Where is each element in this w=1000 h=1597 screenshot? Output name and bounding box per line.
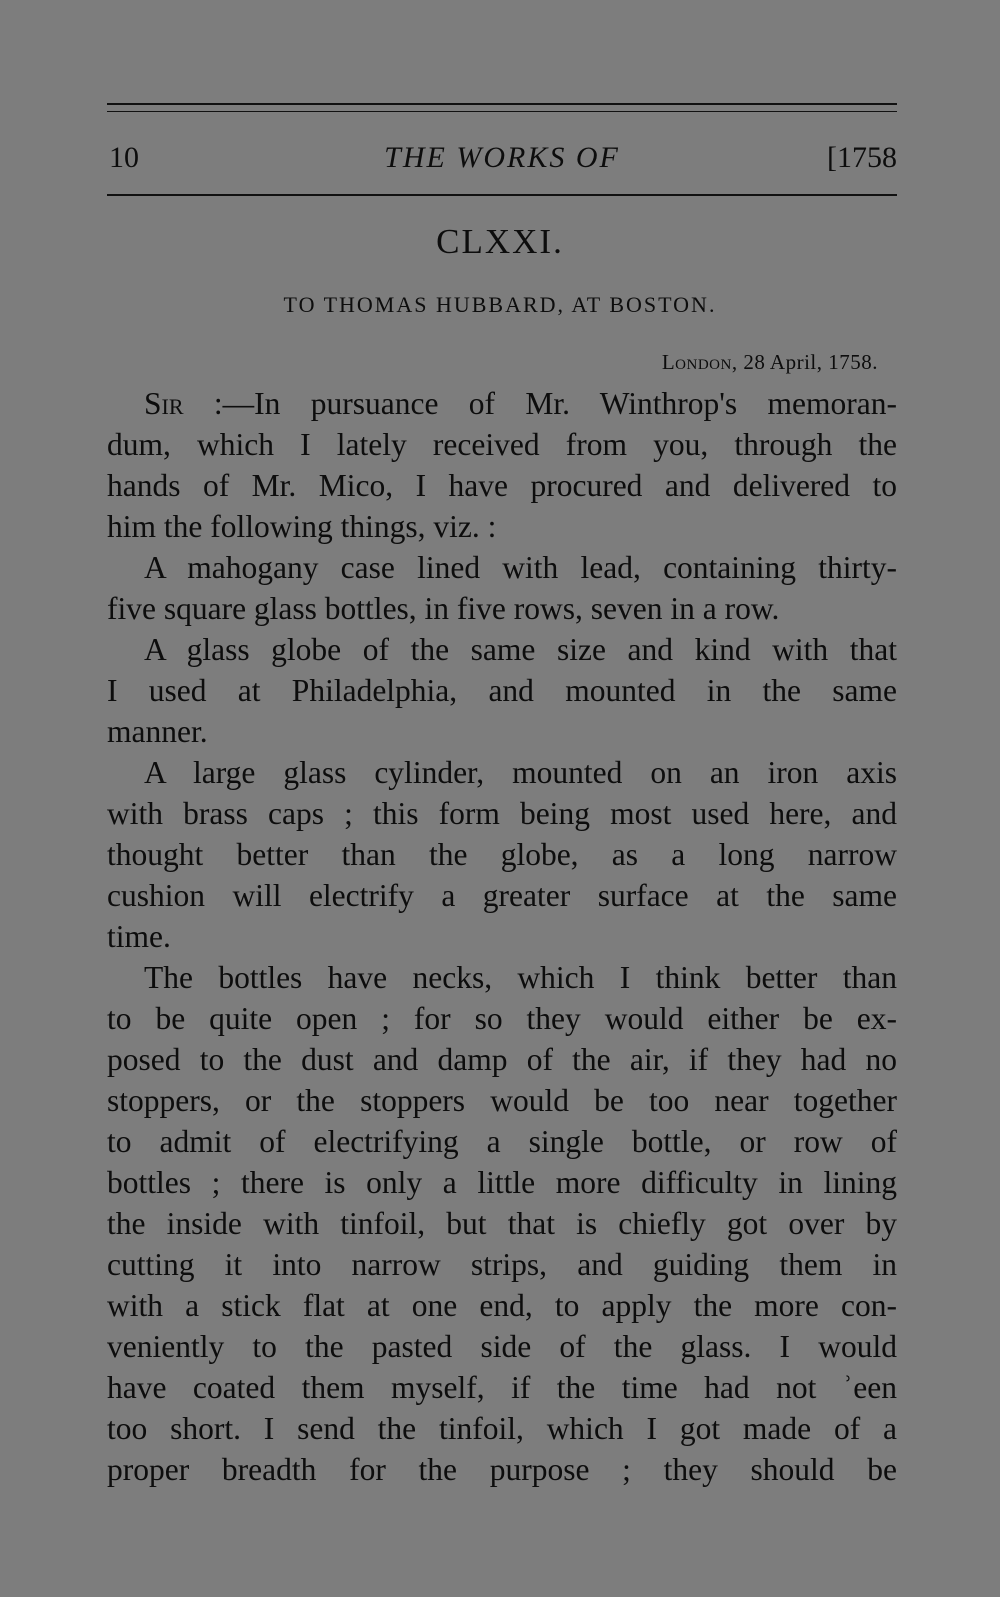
letter-address: TO THOMAS HUBBARD, AT BOSTON.: [283, 292, 717, 317]
text-line: stoppers, or the stoppers would be too near together: [107, 1083, 897, 1118]
running-year: [1758: [827, 141, 897, 174]
page-number: 10: [109, 141, 139, 174]
text-line: Sir :—In pursuance of Mr. Winthrop's memoran-: [144, 386, 897, 421]
dateline: [662, 347, 878, 377]
text-line: proper breadth for the purpose ; they should be: [107, 1452, 897, 1487]
text-line: A mahogany case lined with lead, containing thirty-: [144, 550, 897, 585]
text-line: cushion will electrify a greater surface at the same: [107, 878, 897, 913]
text-line: I used at Philadelphia, and mounted in the same: [107, 673, 897, 708]
running-head: [107, 138, 897, 178]
text-line: to admit of electrifying a single bottle, or row of: [107, 1124, 897, 1159]
top-rule: [107, 103, 897, 105]
salutation: Sir: [144, 386, 184, 421]
header-rule: [107, 194, 897, 196]
text-line: to be quite open ; for so they would either be ex-: [107, 1001, 897, 1036]
letter-body: [107, 383, 897, 1490]
dateline-date: , 28 April, 1758.: [731, 350, 878, 374]
text-line: time.: [107, 919, 171, 954]
text-line: him the following things, viz. :: [107, 509, 497, 544]
text-line: A glass globe of the same size and kind with that: [144, 632, 897, 667]
text-line: the inside with tinfoil, but that is chiefly got over by: [107, 1206, 897, 1241]
text-line: posed to the dust and damp of the air, if they had no: [107, 1042, 897, 1077]
text-line: bottles ; there is only a little more difficulty in lining: [107, 1165, 897, 1200]
text-line: veniently to the pasted side of the glass. I would: [107, 1329, 897, 1364]
text-line: thought better than the globe, as a long narrow: [107, 837, 897, 872]
letter-number: CLXXI.: [436, 222, 564, 261]
running-title: THE WORKS OF: [384, 141, 620, 174]
text-line: five square glass bottles, in five rows, seven in a row.: [107, 591, 780, 626]
text-line: A large glass cylinder, mounted on an iron axis: [144, 755, 897, 790]
text-line: cutting it into narrow strips, and guiding them in: [107, 1247, 897, 1282]
text-line: dum, which I lately received from you, through the: [107, 427, 897, 462]
text-line: with brass caps ; this form being most used here, and: [107, 796, 897, 831]
text-line: too short. I send the tinfoil, which I got made of a: [107, 1411, 897, 1446]
text-line: hands of Mr. Mico, I have procured and delivered to: [107, 468, 897, 503]
text-line: with a stick flat at one end, to apply the more con-: [107, 1288, 897, 1323]
text-line: The bottles have necks, which I think better than: [144, 960, 897, 995]
text-line: have coated them myself, if the time had not ʾeen: [107, 1370, 897, 1405]
text-line: manner.: [107, 714, 208, 749]
top-rule-thin: [107, 111, 897, 112]
dateline-place: London: [661, 350, 732, 374]
